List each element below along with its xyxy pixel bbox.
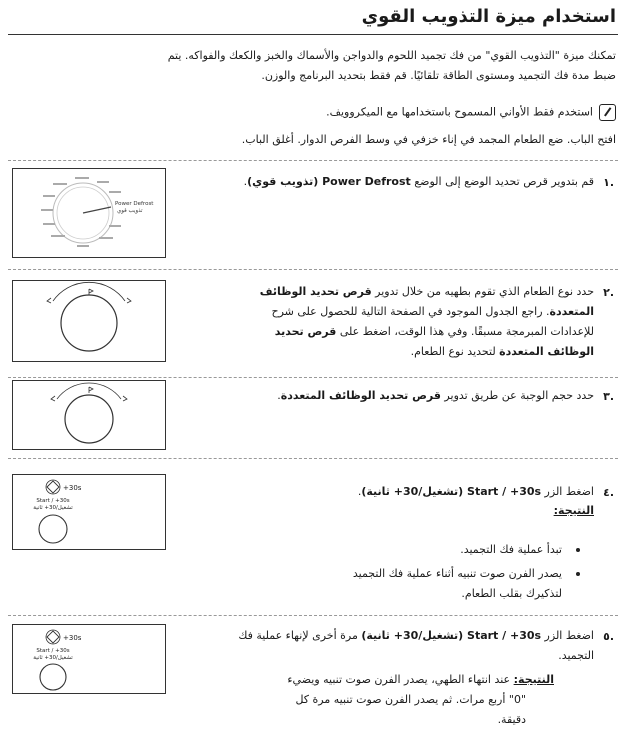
start-ring-icon <box>46 630 60 644</box>
step-text-part: اضغط الزر <box>541 629 594 642</box>
step-text-part: اضغط الزر <box>541 485 594 498</box>
start-diamond-icon <box>47 631 59 643</box>
step-divider <box>8 377 618 378</box>
step-divider <box>8 458 618 459</box>
press-marker-icon <box>89 387 93 393</box>
note-row <box>326 104 616 121</box>
step-5-result-line-1 <box>287 670 594 689</box>
step-number: ٤. <box>603 486 614 499</box>
step-bold-part: قرص تحديد الوظائف المتعددة <box>280 389 441 402</box>
size-dial-figure <box>12 380 166 450</box>
step-bold-part: قرص تحديد الوظائف <box>259 285 372 298</box>
mode-dial-pointer <box>83 207 111 213</box>
step-bold-part: الوظائف المتعددة <box>499 345 594 358</box>
bullet-1 <box>460 540 580 559</box>
step-1-text <box>244 172 594 191</box>
step-text-part: لتحديد نوع الطعام. <box>410 345 500 358</box>
step-3-text <box>277 386 594 405</box>
title-rule <box>8 34 618 35</box>
start-button-circle <box>39 515 67 543</box>
dial-label-power-defrost-ar: تذويب قوي <box>117 208 143 214</box>
start-button-figure <box>12 624 166 694</box>
step-2-line-1 <box>260 282 594 301</box>
step-text-part: . <box>357 485 362 498</box>
step-2 <box>8 272 618 372</box>
fig-start-label-ar: تشغيل/30+ ثانية <box>33 655 73 661</box>
step-text-part: حدد حجم الوجبة عن طريق تدوير <box>440 389 594 402</box>
dial-label-power-defrost: Power Defrost <box>115 201 154 207</box>
result-text: عند انتهاء الطهي، يصدر الفرن صوت تنبيه ويضيء <box>287 673 514 686</box>
arrow-right-icon <box>127 298 131 303</box>
mode-dial-figure <box>12 168 166 258</box>
arrow-left-icon <box>47 298 51 303</box>
step-text-part: . <box>243 175 248 188</box>
step-4-text <box>358 482 594 501</box>
arrow-left-icon <box>51 396 55 401</box>
start-ring-icon <box>46 480 60 494</box>
intro-line-1: تمكنك ميزة "التذويب القوي" من فك تجميد اللحوم والدواجن والأسماك والخبز والكعك والفواكه. يتم <box>167 49 616 62</box>
fig-start-label-en: Start / +30s <box>36 648 70 654</box>
step-text-part: قم بتدوير قرص تحديد الوضع إلى الوضع <box>410 175 594 188</box>
start-diamond-icon <box>47 481 59 493</box>
step-5-line-2: التجميد. <box>558 649 594 662</box>
step-text-part: . راجع الجدول الموجود في الصفحة التالية للحصول على شرح <box>271 305 550 318</box>
step-4 <box>8 460 618 610</box>
step-text-part: . <box>277 389 281 402</box>
step-divider <box>8 160 618 161</box>
fig-start-label-ar: تشغيل/30+ ثانية <box>33 505 73 511</box>
bullet-text: تبدأ عملية فك التجميد. <box>460 543 562 556</box>
step-2-line-4 <box>411 342 594 361</box>
step-5-result-line-3: دقيقة. <box>497 713 526 726</box>
step-5 <box>8 618 618 736</box>
start-button-figure <box>12 474 166 550</box>
result-label: النتيجة: <box>553 504 594 517</box>
result-label: النتيجة: <box>513 673 554 686</box>
step-number: ٣. <box>603 390 614 403</box>
step-1 <box>8 162 618 262</box>
step-text-part: للإعدادات المبرمجة مسبقًا. وفي هذا الوقت، اضغط على <box>336 325 594 338</box>
step-divider <box>8 269 618 270</box>
mode-dial-illustration <box>13 169 165 257</box>
fig-start-text: +30s <box>63 634 82 642</box>
step-bold-part: Start / +30s (تشغيل/30+ ثانية) <box>361 629 542 642</box>
fig-start-label-en: Start / +30s <box>36 498 70 504</box>
start-button-illustration <box>13 625 165 693</box>
step-3 <box>8 380 618 452</box>
arrow-right-icon <box>123 396 127 401</box>
bullet-text: يصدر الفرن صوت تنبيه أثناء عملية فك التجميد <box>352 567 562 580</box>
step-2-line-2 <box>271 302 594 321</box>
step-divider <box>8 615 618 616</box>
size-dial-illustration <box>13 381 165 449</box>
note-pencil-icon <box>599 104 616 121</box>
page-title: استخدام ميزة التذويب القوي <box>361 6 616 27</box>
step-number: ١. <box>603 176 614 189</box>
fig-start-text: +30s <box>63 484 82 492</box>
bullet-dot <box>576 572 580 576</box>
bullet-2 <box>353 564 580 583</box>
start-button-illustration <box>13 475 165 549</box>
open-door-instruction: افتح الباب. ضع الطعام المجمد في إناء خزفي في وسط الفرص الدوار. أغلق الباب. <box>241 133 616 146</box>
step-text-part: مرة أخرى لإنهاء عملية فك <box>238 629 362 642</box>
step-number: ٢. <box>603 286 614 299</box>
dial-circle <box>65 395 113 443</box>
dial-circle <box>61 295 117 351</box>
step-bold-part: Start / +30s (تشغيل/30+ ثانية) <box>361 485 542 498</box>
multi-function-dial-illustration <box>13 281 165 361</box>
step-number: ٥. <box>603 630 614 643</box>
bullet-2-continuation: لتذكيرك بقلب الطعام. <box>461 587 562 600</box>
multi-function-dial-figure <box>12 280 166 362</box>
note-text: استخدم فقط الأواني المسموح باستخدامها مع الميكروويف. <box>326 105 593 119</box>
intro-line-2: ضبط مدة فك التجميد ومستوى الطاقة تلقائيًا. قم فقط بتحديد البرنامج والوزن. <box>261 69 616 82</box>
step-5-result-line-2: "0" أربع مرات. ثم يصدر الفرن صوت تنبيه مرة كل <box>295 693 526 706</box>
step-2-line-3 <box>275 322 594 341</box>
step-bold-part: Power Defrost (تذويب قوي) <box>247 175 411 188</box>
bullet-dot <box>576 548 580 552</box>
press-marker-icon <box>89 289 93 295</box>
step-5-line-1 <box>238 626 594 645</box>
step-text-part: حدد نوع الطعام الذي تقوم بطهيه من خلال تدوير <box>371 285 594 298</box>
step-bold-part: قرص تحديد <box>274 325 337 338</box>
step-bold-part: المتعددة <box>549 305 594 318</box>
start-button-circle <box>40 664 66 690</box>
